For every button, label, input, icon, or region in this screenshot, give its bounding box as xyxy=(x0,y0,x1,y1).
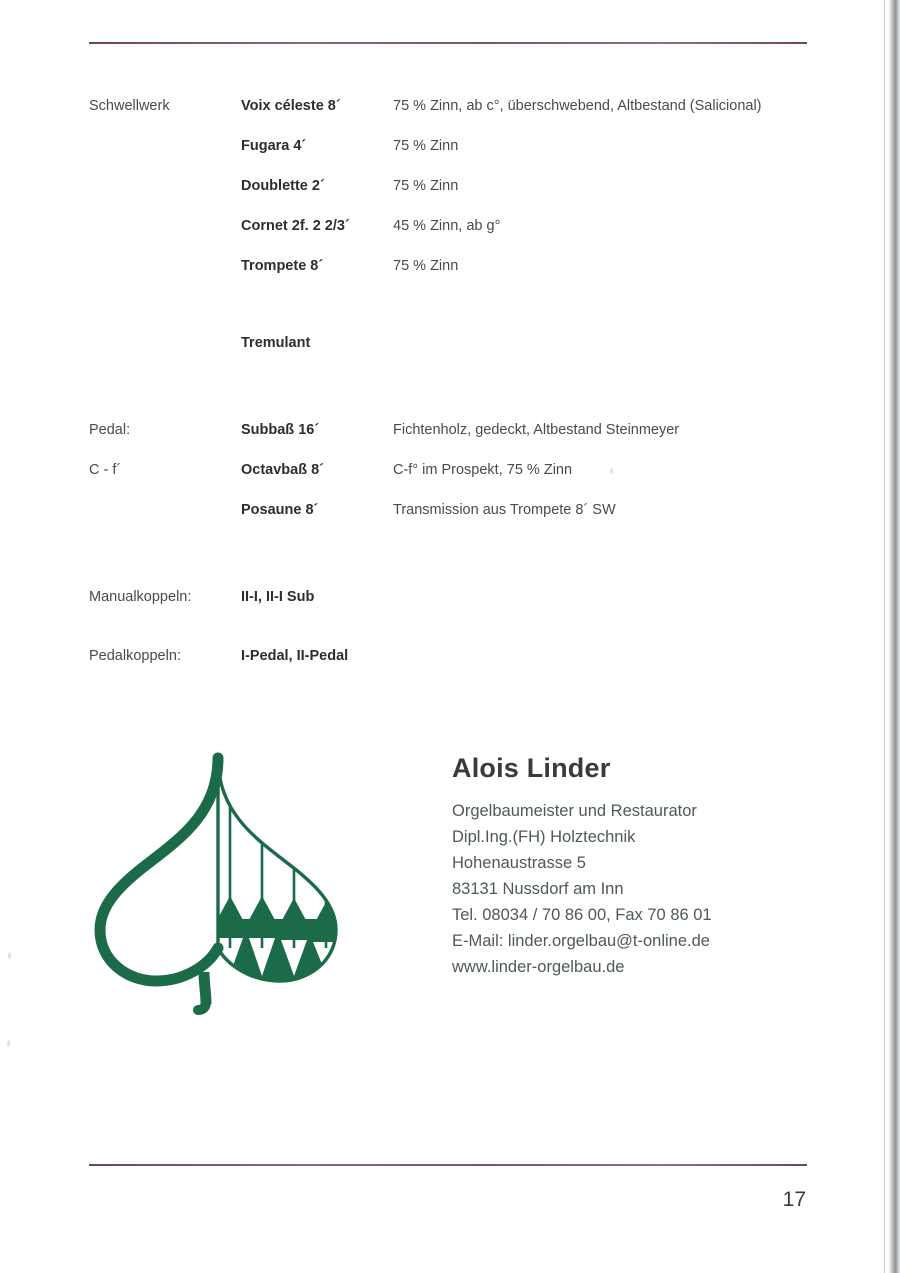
organ-pipes-heart-icon xyxy=(78,748,368,1016)
stop-name: Trompete 8´ xyxy=(241,258,324,274)
scan-artifact-speck xyxy=(8,952,11,959)
stop-name: Octavbaß 8´ xyxy=(241,462,324,478)
scan-page-edge-shadow xyxy=(888,0,900,1273)
stop-description: 45 % Zinn, ab g° xyxy=(393,218,501,234)
division-compass-range: C - f´ xyxy=(89,462,122,478)
division-label: Schwellwerk xyxy=(89,98,170,114)
row-spacer xyxy=(89,481,809,500)
table-row xyxy=(89,420,809,441)
address-phone-line: Tel. 08034 / 70 86 00, Fax 70 86 01 xyxy=(452,906,712,924)
table-row xyxy=(89,216,809,237)
header-divider-rule xyxy=(89,42,807,44)
table-row-coupler xyxy=(89,646,809,667)
row-spacer xyxy=(89,197,809,216)
stop-name: Subbaß 16´ xyxy=(241,422,320,438)
address-line: Dipl.Ing.(FH) Holztechnik xyxy=(452,828,636,846)
table-row xyxy=(89,460,809,481)
table-row xyxy=(89,96,809,117)
stop-name: Voix céleste 8´ xyxy=(241,98,341,114)
address-website-line: www.linder-orgelbau.de xyxy=(452,958,625,976)
table-row xyxy=(89,256,809,277)
scan-artifact-speck xyxy=(610,468,613,474)
scan-page-edge-line xyxy=(884,0,885,1273)
table-row xyxy=(89,500,809,521)
table-row xyxy=(89,136,809,157)
row-spacer xyxy=(89,608,809,646)
coupler-value: II-I, II-I Sub xyxy=(241,589,315,605)
row-spacer xyxy=(89,277,809,333)
company-logo xyxy=(78,748,368,1016)
row-spacer xyxy=(89,117,809,136)
stop-description: 75 % Zinn xyxy=(393,178,459,194)
stop-description: Fichtenholz, gedeckt, Altbestand Steinmeyer xyxy=(393,422,680,438)
stop-name: Fugara 4´ xyxy=(241,138,307,154)
address-line: Hohenaustrasse 5 xyxy=(452,854,586,872)
coupler-label: Manualkoppeln: xyxy=(89,589,192,605)
stop-name: Posaune 8´ xyxy=(241,502,319,518)
table-row-tremulant xyxy=(89,333,809,354)
address-email-line: E-Mail: linder.orgelbau@t-online.de xyxy=(452,932,710,950)
company-address-block xyxy=(452,752,792,980)
scan-artifact-speck xyxy=(7,1040,10,1047)
division-label: Pedal: xyxy=(89,422,131,438)
page-number: 17 xyxy=(782,1188,806,1211)
row-spacer xyxy=(89,237,809,256)
stop-description: 75 % Zinn xyxy=(393,258,459,274)
address-line: 83131 Nussdorf am Inn xyxy=(452,880,624,898)
stop-description: 75 % Zinn xyxy=(393,138,459,154)
leaf-stem-foot xyxy=(198,1002,206,1010)
table-row xyxy=(89,176,809,197)
coupler-label: Pedalkoppeln: xyxy=(89,648,181,664)
stoplist-table xyxy=(89,96,809,667)
stop-description: C-f° im Prospekt, 75 % Zinn xyxy=(393,462,573,478)
footer-divider-rule xyxy=(89,1164,807,1166)
stop-description: 75 % Zinn, ab c°, überschwebend, Altbestand (Salicional) xyxy=(393,98,762,114)
section-spacer xyxy=(89,521,809,587)
stop-name: Cornet 2f. 2 2/3´ xyxy=(241,218,350,234)
coupler-value: I-Pedal, II-Pedal xyxy=(241,648,349,664)
row-spacer xyxy=(89,441,809,460)
table-row-coupler xyxy=(89,587,809,608)
stop-name: Doublette 2´ xyxy=(241,178,325,194)
address-line: Orgelbaumeister und Restaurator xyxy=(452,802,697,820)
row-spacer xyxy=(89,157,809,176)
tremulant-label: Tremulant xyxy=(241,335,311,351)
leaf-left-outline xyxy=(100,758,218,981)
section-spacer xyxy=(89,354,809,420)
company-name: Alois Linder xyxy=(452,753,611,783)
stop-description: Transmission aus Trompete 8´ SW xyxy=(393,502,616,518)
